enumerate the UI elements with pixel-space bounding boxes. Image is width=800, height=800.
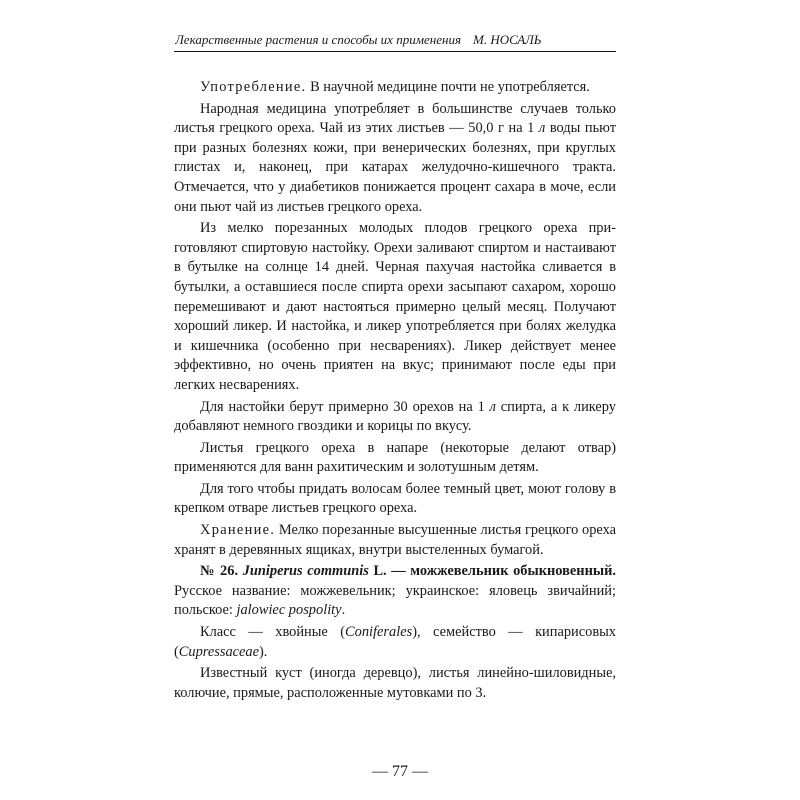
header-rule — [174, 51, 616, 52]
paragraph-text: В научной медицине почти не употребляется. — [306, 79, 590, 95]
entry-common-name: — можжевельник обыкновенный. — [391, 563, 617, 580]
paragraph-text: . — [341, 602, 346, 619]
paragraph-tincture-recipe — [174, 398, 616, 437]
paragraph-storage — [174, 521, 616, 560]
paragraph-classification — [174, 623, 616, 662]
section-heading-usage: Употребление. — [200, 79, 307, 95]
paragraph-text: Из мелко порезанных молодых плодов грецкого ореха приготовляют спиртовую настойку. Орехи заливают спиртом и настаивают в бутылке на солнце 14 дней. Черная пахучая настойка сливается в бутылки, а оставшиеся после спирта орехи засыпают сахаром, хорошо перемешивают и дают настояться примерно целый месяц. Получают хороший ликер. И настойка, и ликер употребляется при болях желудка и кишечника (особенно при несварениях). Ликер действует менее эффективно, но очень приятен на вкус; принимают после еды при легких несварениях. — [174, 220, 616, 393]
entry-latin-name: Juniperus communis — [242, 563, 369, 580]
running-header-title: Лекарственные растения и способы их применения — [175, 32, 461, 47]
paragraph-hair — [174, 480, 616, 519]
polish-name: jalowiec pospolity — [236, 602, 342, 619]
section-heading-storage: Хранение. — [200, 522, 276, 539]
paragraph-text: Известный куст (иногда деревцо), листья линейно-шиловидные, колючие, прямые, расположенные мутовками по 3. — [174, 665, 616, 701]
paragraph-text: Русское название: можжевельник; украинское: ялoвець звичайний; польское: — [174, 582, 616, 619]
running-header-author: М. НОСАЛЬ — [472, 32, 542, 47]
page-number: — 77 — — [372, 763, 428, 780]
latin-class: Coniferales — [345, 624, 413, 641]
paragraph-text: Листья грецкого ореха в напаре (некоторые делают отвар) применяются для ванн рахитическим и золотушным детям. — [174, 439, 616, 476]
unit-liter: л — [489, 398, 496, 415]
paragraph-text: Мелко порезанные высушенные листья грецкого ореха хранят в деревянных ящиках, внутри выстеленных бумагой. — [174, 522, 616, 558]
paragraph-description — [174, 664, 616, 703]
paragraph-text: ). — [259, 643, 268, 660]
paragraph-text: воды пьют при разных болезнях кожи, при венерических болезнях, при круглых глистах и, наконец, при катарах желудочно-кишечного тракта. Отмечается, что у диабетиков понижается процент сахара в моче, если они пьют чай из листьев грецкого ореха. — [174, 120, 616, 215]
paragraph-tincture — [174, 219, 616, 395]
paragraph-folk-medicine — [174, 100, 616, 218]
paragraph-usage — [174, 78, 616, 98]
running-header — [175, 32, 615, 48]
paragraph-baths — [174, 439, 616, 478]
paragraph-text: Народная медицина употребляет в большинстве случаев только листья грецкого ореха. Чай из этих листьев — 50,0 г на 1 — [174, 100, 616, 137]
entry-number: № 26. — [200, 563, 239, 580]
paragraph-entry-26 — [174, 562, 616, 621]
entry-author: L. — [373, 563, 387, 580]
paragraph-text: Класс — хвойные ( — [200, 624, 346, 641]
latin-family: Cupressaceae — [178, 643, 259, 660]
paragraph-text: спирта, а к ликеру добавляют немного гвоздики и корицы по вкусу. — [174, 398, 617, 435]
paragraph-text: Для того чтобы придать волосам более темный цвет, моют голову в крепком отваре листьев грецкого ореха. — [174, 480, 616, 517]
paragraph-text: Для настойки берут примерно 30 орехов на 1 — [200, 398, 490, 415]
unit-liter: л — [538, 120, 546, 137]
paragraph-text: ), семейство — кипарисовых ( — [174, 624, 616, 660]
body-text — [174, 78, 616, 705]
